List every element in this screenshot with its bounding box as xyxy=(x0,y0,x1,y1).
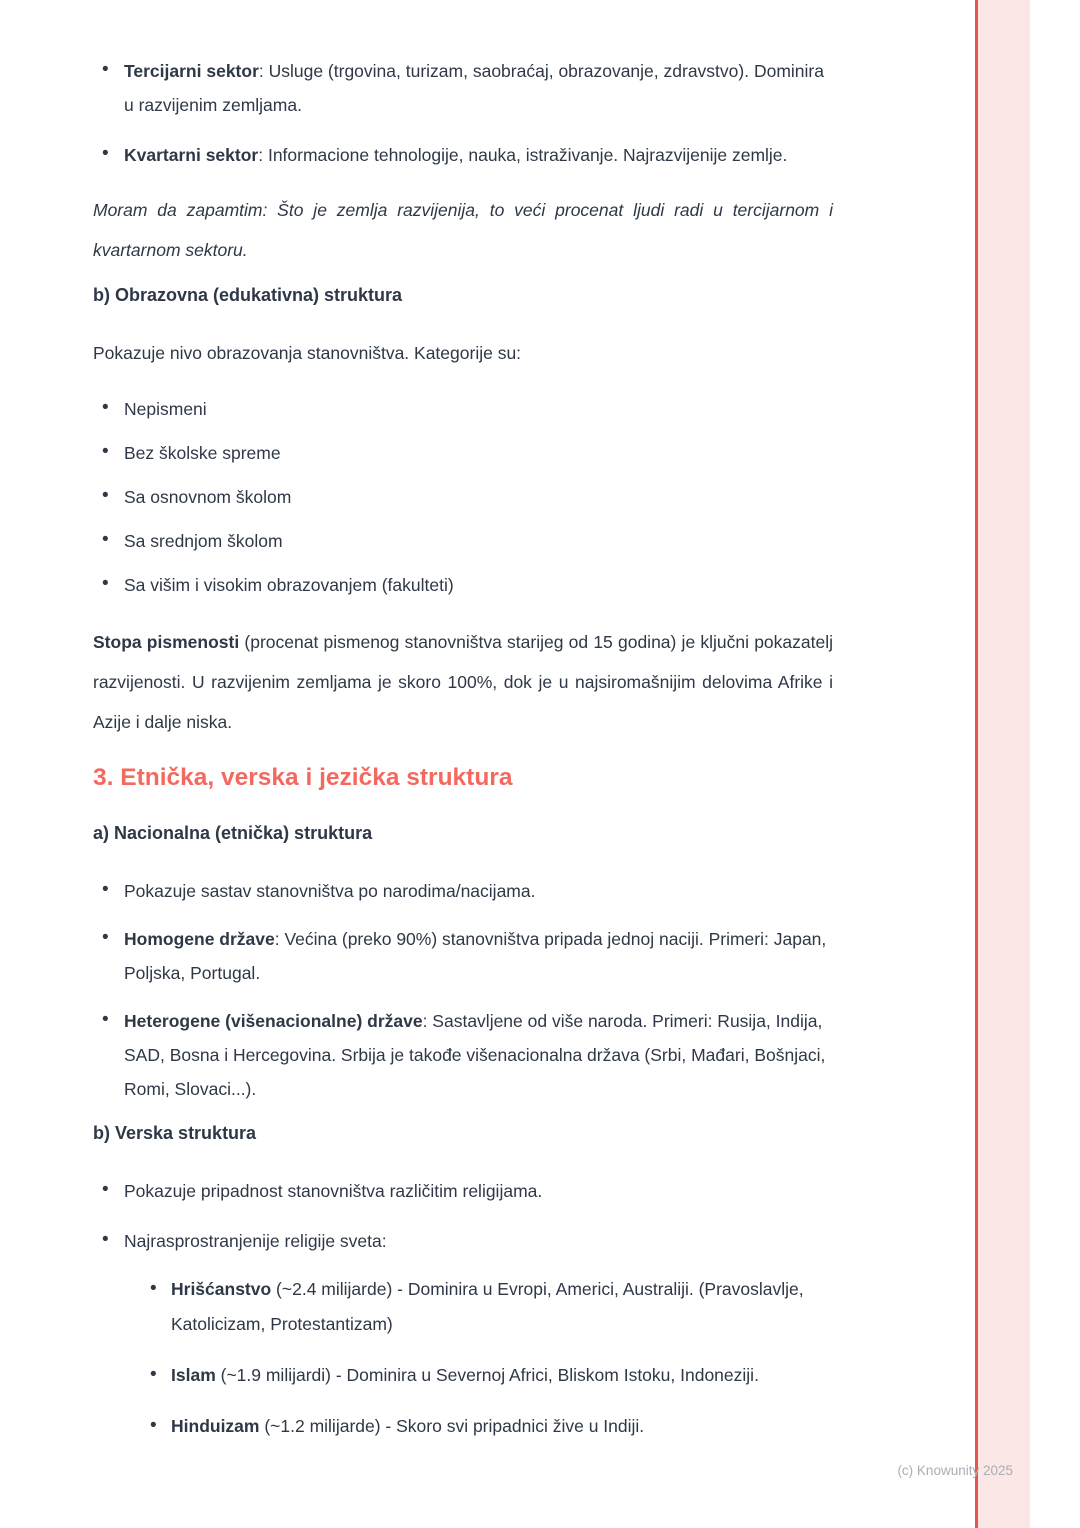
bold-lead: Heterogene (višenacionalne) države xyxy=(124,1011,423,1031)
bold-lead: Islam xyxy=(171,1365,216,1385)
document-content xyxy=(93,0,833,1444)
edu-category-list xyxy=(93,392,833,602)
bullet-text: Najrasprostranjenije religije sveta: xyxy=(124,1231,387,1251)
bullet-kvartarni-sektor xyxy=(93,138,833,172)
bullet-text: : Većina (preko 90%) stanovništva pripada jednoj naciji. Primeri: Japan, Poljska, Portugal. xyxy=(124,929,827,983)
list-item: • Bez školske spreme xyxy=(93,436,833,470)
bold-lead: Hrišćanstvo xyxy=(171,1279,272,1299)
edu-section-heading: b) Obrazovna (edukativna) struktura xyxy=(93,285,403,305)
list-item: • Nepismeni xyxy=(93,392,833,426)
bullet-text: : Informacione tehnologije, nauka, istraživanje. Najrazvijenije zemlje. xyxy=(258,145,788,165)
national-list xyxy=(93,874,833,1106)
bullet-hinduizam xyxy=(137,1409,833,1444)
list-item: • Sa osnovnom školom xyxy=(93,480,833,514)
bullet-text: : Usluge (trgovina, turizam, saobraćaj, obrazovanje, zdravstvo). Dominira u razvijenim zemljama. xyxy=(124,61,824,115)
religion-sub-list xyxy=(137,1272,833,1444)
bullet-text: (~2.4 milijarde) - Dominira u Evropi, Americi, Australiji. (Pravoslavlje, Katolicizam, Protestantizam) xyxy=(171,1279,804,1334)
bold-lead: Homogene države xyxy=(124,929,275,949)
bullet-islam xyxy=(137,1358,833,1393)
bold-lead: Stopa pismenosti xyxy=(93,632,240,652)
religion-list xyxy=(93,1174,833,1444)
bold-lead: Kvartarni sektor xyxy=(124,145,259,165)
bullet-text: Pokazuje sastav stanovništva po narodima/nacijama. xyxy=(124,881,536,901)
religion-section-heading: b) Verska struktura xyxy=(93,1123,257,1143)
copyright-note: (c) Knowunity 2025 xyxy=(897,1463,1013,1478)
bullet-text: Pokazuje pripadnost stanovništva različitim religijama. xyxy=(124,1181,543,1201)
list-item xyxy=(93,1174,833,1208)
national-section-heading: a) Nacionalna (etnička) struktura xyxy=(93,823,373,843)
bullet-tercijarni-sektor xyxy=(93,54,833,122)
bullet-text: : Sastavljene od više naroda. Primeri: Rusija, Indija, SAD, Bosna i Hercegovina. Srbija je takođe višenacionalna država (Srbi, Mađari, Bošnjaci, Romi, Slovaci...). xyxy=(124,1011,826,1099)
bullet-hriscanstvo xyxy=(137,1272,833,1342)
bullet-text: (~1.2 milijarde) - Skoro svi pripadnici žive u Indiji. xyxy=(259,1416,645,1436)
edu-intro-paragraph: Pokazuje nivo obrazovanja stanovništva. Kategorije su: xyxy=(93,343,522,363)
bold-lead: Tercijarni sektor xyxy=(124,61,259,81)
bullet-homogene-drzave xyxy=(93,922,833,990)
bullet-text: (~1.9 milijardi) - Dominira u Severnoj Africi, Bliskom Istoku, Indoneziji. xyxy=(215,1365,759,1385)
list-item xyxy=(93,874,833,908)
list-item: • Sa srednjom školom xyxy=(93,524,833,558)
bullet-heterogene-drzave xyxy=(93,1004,833,1106)
section-3-heading: 3. Etnička, verska i jezička struktura xyxy=(93,764,513,791)
page-edge-strip xyxy=(975,0,1030,1528)
body-text: (procenat pismenog stanovništva starijeg od 15 godina) je ključni pokazatelj razvijenosti. U razvijenim zemljama je skoro 100%, dok je u najsiromašnijim delovima Afrike i Azije i dalje niska. xyxy=(93,632,833,732)
reminder-note: Moram da zapamtim: Što je zemlja razvijenija, to veći procenat ljudi radi u tercijarnom i kvartarnom sektoru. xyxy=(93,200,833,260)
sector-list xyxy=(93,54,833,172)
list-item: • Sa višim i visokim obrazovanjem (fakulteti) xyxy=(93,568,833,602)
list-item xyxy=(93,1224,833,1444)
literacy-paragraph xyxy=(93,622,833,742)
bold-lead: Hinduizam xyxy=(171,1416,260,1436)
